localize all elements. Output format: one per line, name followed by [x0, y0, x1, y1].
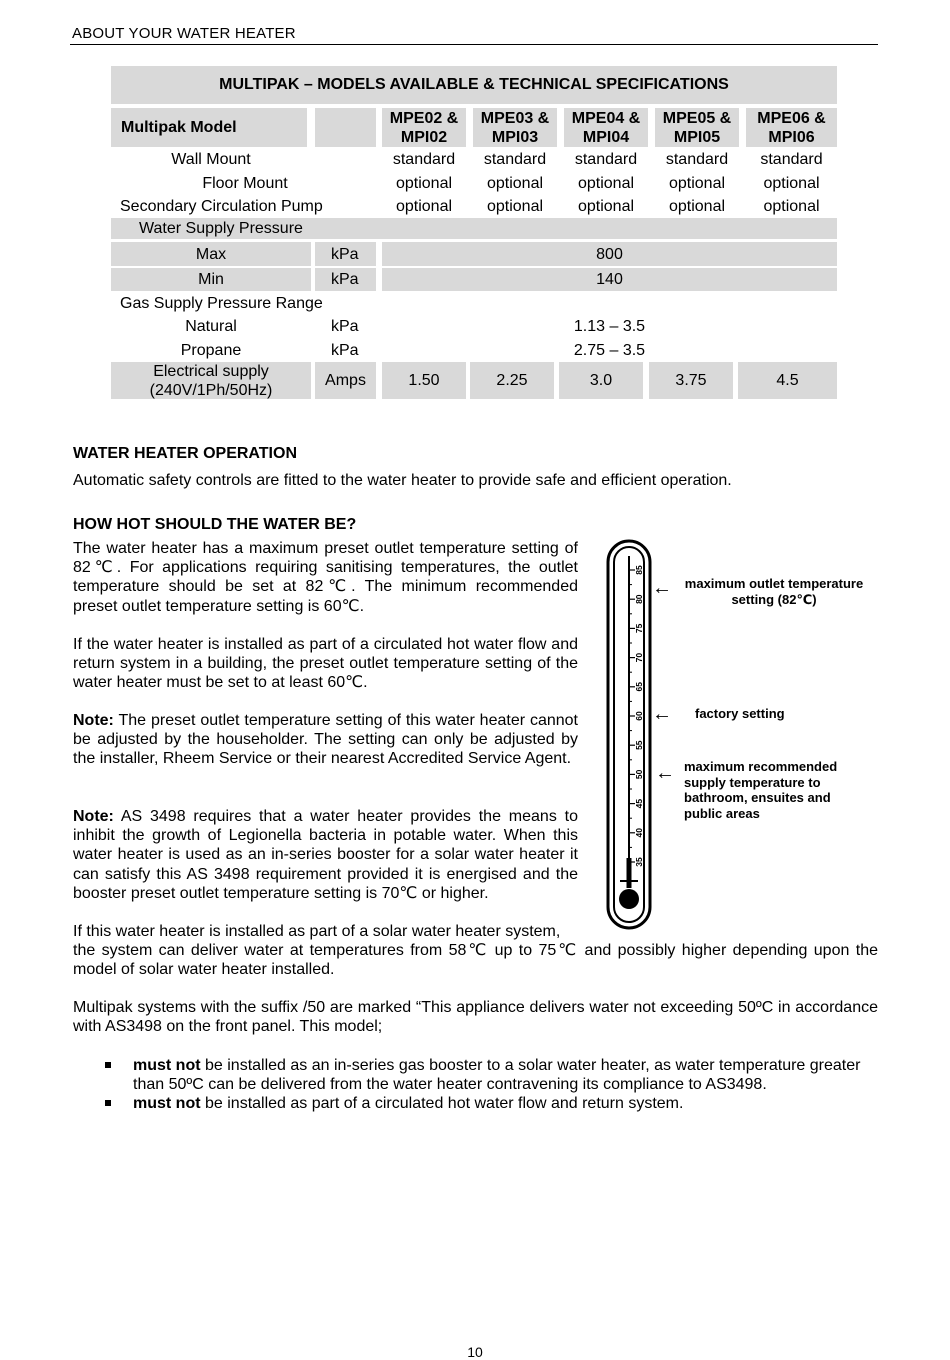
row-label-max: Max — [111, 242, 311, 266]
table-cell: optional — [763, 174, 820, 192]
table-cell: optional — [486, 174, 544, 192]
table-cell: standard — [483, 150, 547, 168]
table-cell: 4.5 — [738, 362, 837, 399]
unit-kpa: kPa — [331, 317, 359, 335]
table-cell: optional — [577, 197, 635, 215]
solar-paragraph-line1: If this water heater is installed as part of a solar water heater system, — [73, 923, 561, 940]
scale-label: 65 — [634, 682, 644, 692]
bullet-icon — [105, 1062, 111, 1068]
table-cell: standard — [574, 150, 638, 168]
row-label-propane: Propane — [180, 341, 242, 359]
row-label-min: Min — [111, 268, 311, 291]
label-max-outlet: maximum outlet temperature setting (82℃) — [684, 576, 864, 607]
scale-label: 70 — [634, 652, 644, 663]
scale-label: 35 — [634, 857, 644, 867]
label-factory-setting: factory setting — [695, 706, 785, 721]
table-cell: optional — [763, 197, 820, 215]
row-label-floor-mount: Floor Mount — [202, 174, 288, 192]
scale-label: 85 — [634, 565, 644, 575]
note-1: Note: The preset outlet temperature setting of this water heater cannot be adjusted by the householder. The setting can only be adjusted by the installer, Rheem Service or their nearest Accredited Service Agent. — [73, 712, 578, 768]
scale-label: 50 — [634, 769, 644, 780]
table-cell: optional — [395, 197, 453, 215]
table-cell: standard — [392, 150, 456, 168]
table-cell: optional — [486, 197, 544, 215]
value-max-pressure: 800 — [382, 242, 837, 266]
table-cell: 3.0 — [559, 362, 643, 399]
bullet-icon — [105, 1100, 111, 1106]
table-cell: 1.50 — [382, 362, 466, 399]
scale-label: 60 — [634, 711, 644, 721]
table-cell: optional — [668, 174, 726, 192]
value-min-pressure: 140 — [382, 268, 837, 291]
table-cell: optional — [395, 174, 453, 192]
scale-label: 55 — [634, 740, 644, 750]
model-header: MPE06 & MPI06 — [746, 108, 837, 147]
row-label-circ-pump: Secondary Circulation Pump — [120, 197, 323, 215]
scale-label: 75 — [634, 623, 644, 634]
page-header: ABOUT YOUR WATER HEATER — [72, 25, 296, 42]
model-header: MPE03 & MPI03 — [473, 108, 557, 147]
how-hot-heading: HOW HOT SHOULD THE WATER BE? — [73, 516, 357, 533]
operation-text: Automatic safety controls are fitted to the water heater to provide safe and efficient operation. — [73, 472, 732, 489]
requirements-list — [73, 1056, 878, 1114]
row-label-water-pressure: Water Supply Pressure — [111, 218, 837, 239]
unit-amps: Amps — [315, 362, 376, 399]
model-header: MPE04 & MPI04 — [564, 108, 648, 147]
scale-label: 40 — [634, 828, 644, 838]
value-natural: 1.13 – 3.5 — [573, 317, 646, 335]
table-cell: standard — [665, 150, 729, 168]
table-cell: standard — [760, 150, 823, 168]
row-label-electrical: Electrical supply (240V/1Ph/50Hz) — [111, 362, 311, 399]
value-propane: 2.75 – 3.5 — [573, 341, 646, 359]
label-max-recommended: maximum recommended supply temperature to bathroom, ensuites and public areas — [684, 759, 838, 821]
table-cell: optional — [668, 197, 726, 215]
how-hot-paragraph-1: The water heater has a maximum preset outlet temperature setting of 82℃. For applications requiring sanitising temperatures, the outlet temperature should be set at 82℃. The minimum recommended preset outlet temperature setting is 60℃. — [73, 540, 578, 615]
arrow-left-icon: ← — [652, 577, 672, 599]
row-label-wall-mount: Wall Mount — [171, 150, 251, 168]
table-cell: 2.25 — [470, 362, 554, 399]
model-label: Multipak Model — [111, 108, 307, 147]
page-number: 10 — [467, 1344, 483, 1360]
table-cell: optional — [577, 174, 635, 192]
spec-table-title: MULTIPAK – MODELS AVAILABLE & TECHNICAL SPECIFICATIONS — [111, 66, 837, 104]
model-header: MPE05 & MPI05 — [655, 108, 739, 147]
scale-label: 45 — [634, 798, 644, 809]
header-rule — [70, 44, 878, 45]
arrow-left-icon: ← — [655, 762, 675, 784]
solar-paragraph-rest: the system can deliver water at temperatures from 58℃ up to 75℃ and possibly higher depending upon the model of solar water heater installed. — [73, 942, 878, 979]
arrow-left-icon: ← — [652, 703, 672, 725]
suffix-paragraph: Multipak systems with the suffix /50 are marked “This appliance delivers water not exceeding 50ºC in accordance with AS3498 on the front panel. This model; — [73, 999, 878, 1036]
note-2: Note: AS 3498 requires that a water heater provides the means to inhibit the growth of Legionella bacteria in potable water. When this water heater is used as an in-series booster for a solar water heater it can satisfy this AS 3498 requirement provided it is energised and the booster preset outlet temperature setting is 70℃ or higher. — [73, 808, 578, 902]
table-cell: 3.75 — [649, 362, 733, 399]
list-item: must not be installed as part of a circulated hot water flow and return system. — [73, 1094, 878, 1113]
row-label-natural: Natural — [185, 317, 237, 335]
model-header: MPE02 & MPI02 — [382, 108, 466, 147]
scale-label: 80 — [634, 594, 644, 604]
how-hot-paragraph-2: If the water heater is installed as part of a circulated hot water flow and return system in a building, the preset outlet temperature setting of the water heater must be set to at least 60℃. — [73, 636, 578, 692]
row-label-gas-pressure: Gas Supply Pressure Range — [120, 294, 323, 312]
unit-kpa: kPa — [315, 268, 376, 291]
unit-kpa: kPa — [315, 242, 376, 266]
operation-heading: WATER HEATER OPERATION — [73, 445, 297, 462]
model-unit-blank — [315, 108, 376, 147]
unit-kpa: kPa — [331, 341, 359, 359]
list-item: must not be installed as an in-series gas booster to a solar water heater, as water temperature greater than 50ºC can be delivered from the water heater contravening its compliance to AS3498. — [73, 1056, 878, 1094]
